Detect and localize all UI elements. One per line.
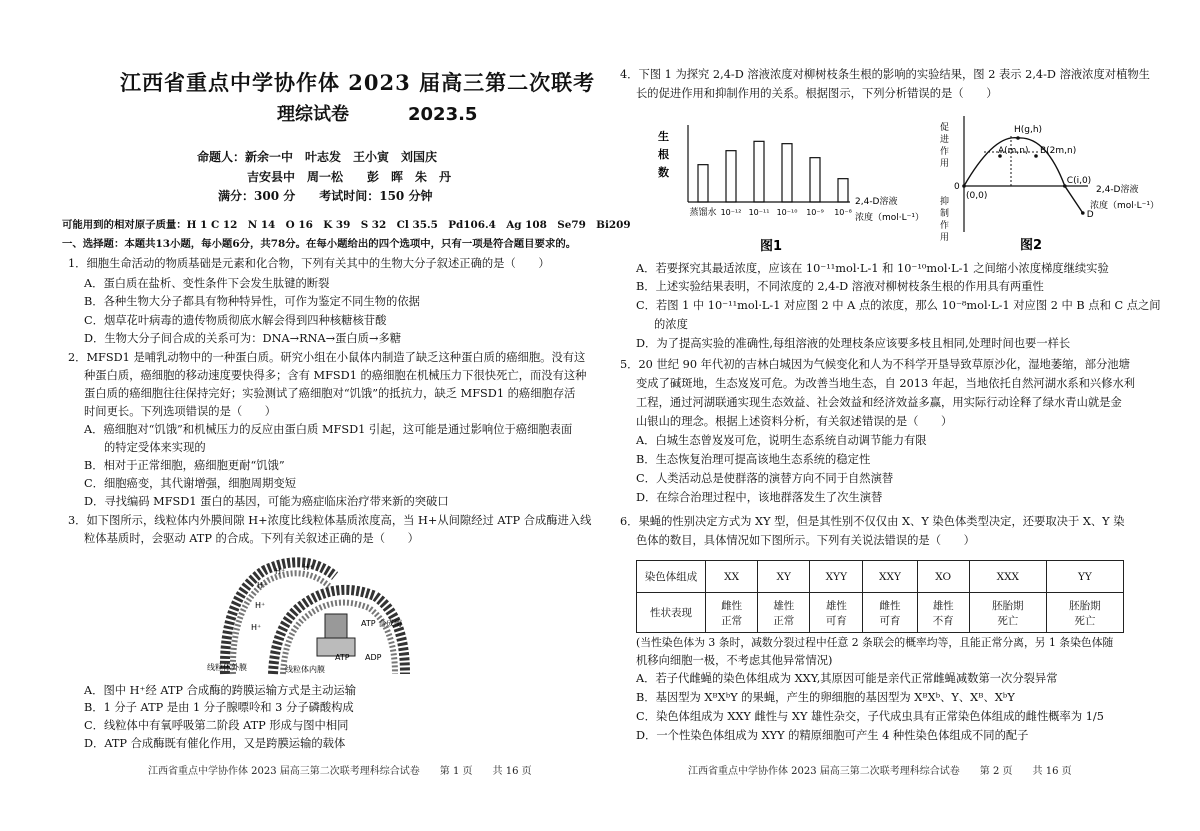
q3-line: 粒体基质时，会驱动 ATP 的合成。下列有关叙述正确的是（ ） <box>84 532 419 545</box>
x-axis-label: 2,4-D溶液 <box>855 197 898 207</box>
point-label: D <box>1086 210 1094 220</box>
figure-2-title: 图2 <box>1020 238 1043 253</box>
q2-option-a-cont: 的特定受体来实现的 <box>104 441 206 454</box>
q2-line: 种蛋白质，癌细胞的移动速度要快得多；含有 MFSD1 的癌细胞在机械压力下很快死亡，而没有这种 <box>84 369 587 382</box>
table-cell <box>758 593 810 633</box>
tick-label: 10⁻⁹ <box>806 208 824 217</box>
x-axis-unit: 浓度（mol·L⁻¹） <box>1090 201 1160 211</box>
point-label: B(2m,n) <box>1040 146 1077 156</box>
origin-label: 0 <box>954 182 960 192</box>
q5-option-a: A．白城生态曾岌岌可危，说明生态系统自动调节能力有限 <box>636 434 927 447</box>
q6-line: 6．果蝇的性别决定方式为 XY 型，但是其性别不仅仅由 X、Y 染色体类型决定，还要取决于 X、Y 染 <box>620 515 1125 528</box>
q2-option-d: D．寻找编码 MFSD1 蛋白的基因，可能为癌症临床治疗带来新的突破口 <box>84 495 449 508</box>
q5-option-c: C．人类活动总是使群落的演替方向不同于自然演替 <box>636 472 894 485</box>
tick-label: 10⁻¹² <box>720 208 742 217</box>
q2-option-c: C．细胞癌变，其代谢增强，细胞周期变短 <box>84 477 296 490</box>
point-label: (0,0) <box>966 191 988 201</box>
ylabel-2: 根 <box>658 148 669 161</box>
table-cell: XX <box>706 561 758 593</box>
q2-option-b: B．相对于正常细胞，癌细胞更耐“饥饿” <box>84 459 285 472</box>
figure-1-bar-chart <box>650 120 925 260</box>
h-ion-label: H⁺ <box>251 623 262 632</box>
table-cell <box>863 593 917 633</box>
table-cell: YY <box>1046 561 1123 593</box>
bar <box>698 165 708 202</box>
q3-option-b: B．1 分子 ATP 是由 1 分子腺嘌呤和 3 分子磷酸构成 <box>84 701 354 714</box>
q4-option-b: B．上述实验结果表明，不同浓度的 2,4-D 溶液对柳树枝条生根的作用具有两重性 <box>636 280 1044 293</box>
table-cell <box>969 593 1046 633</box>
y-bottom-label: 作 <box>940 221 950 231</box>
q5-line: 工程，通过河湖联通实现生态效益、社会效益和经济效益多赢，用实际行动诠释了绿水青山就是金 <box>636 396 1122 409</box>
authors-line2: 吉安县中 周一松 彭 晖 朱 丹 <box>247 170 452 184</box>
q4-option-a: A．若要探究其最适浓度，应该在 10⁻¹¹mol·L-1 和 10⁻¹⁰mol·L-1 之间缩小浓度梯度继续实验 <box>636 262 1109 275</box>
x-axis-unit: 浓度（mol·L⁻¹） <box>855 213 925 223</box>
footer-page-2: 江西省重点中学协作体 2023 届高三第二次联考理科综合试卷 第 2 页 共 16 页 <box>688 766 1072 777</box>
figure-1-title: 图1 <box>760 239 783 254</box>
enzyme-label: ATP 合成酶 <box>361 619 403 628</box>
y-top-label: 进 <box>940 135 950 145</box>
q5-line: 山银山的理念。根据上述资料分析，有关叙述错误的是（ ） <box>636 415 953 428</box>
q1-option-d: D．生物大分子间合成的关系可为：DNA→RNA→蛋白质→多糖 <box>84 332 402 345</box>
table-cell <box>706 593 758 633</box>
q5-option-d: D．在综合治理过程中，该地群落发生了次生演替 <box>636 491 883 504</box>
figure-2-line-chart <box>938 112 1160 262</box>
q6-option-a: A．若子代雌蝇的染色体组成为 XXY,其原因可能是亲代正常雌蝇减数第一次分裂异常 <box>636 672 1058 685</box>
trait-bottom: 死亡 <box>997 614 1019 627</box>
curve-point <box>1034 154 1038 158</box>
curve-point <box>1081 211 1085 215</box>
inner-membrane-label: 线粒体内膜 <box>285 665 325 674</box>
q3-option-d: D．ATP 合成酶既有催化作用，又是跨膜运输的载体 <box>84 737 346 750</box>
q4-option-d: D．为了提高实验的准确性,每组溶液的处理枝条应该要多枝且相同,处理时间也要一样长 <box>636 337 1071 350</box>
curve-point <box>1016 136 1020 140</box>
y-bottom-label: 抑 <box>940 197 950 207</box>
trait-top: 雌性 <box>879 599 901 612</box>
tick-label: 10⁻¹⁰ <box>776 208 798 217</box>
trait-bottom: 可育 <box>825 614 847 627</box>
outer-membrane-label: 线粒体外膜 <box>207 663 247 672</box>
point-label: H(g,h) <box>1014 125 1043 135</box>
exam-subtitle: 理综试卷 <box>277 104 349 125</box>
score-time: 满分：300 分 考试时间：150 分钟 <box>218 189 433 203</box>
trait-bottom: 正常 <box>773 614 795 627</box>
trait-top: 胚胎期 <box>1069 599 1101 612</box>
point-label: A(m,n) <box>998 146 1029 156</box>
q3-option-c: C．线粒体中有氧呼吸第二阶段 ATP 形成与图中相同 <box>84 719 349 732</box>
bar <box>838 179 848 202</box>
q4-option-c: C．若图 1 中 10⁻¹¹mol·L-1 对应图 2 中 A 点的浓度，那么 10⁻⁸mol·L-1 对应图 2 中 B 点和 C 点之间 <box>636 299 1161 312</box>
table-cell <box>810 593 863 633</box>
curve-point <box>962 184 966 188</box>
q6-option-b: B．基因型为 XᴮXᵇY 的果蝇，产生的卵细胞的基因型为 XᴮXᵇ、Y、Xᴮ、XᵇY <box>636 691 1015 704</box>
y-bottom-label: 制 <box>940 209 950 219</box>
y-bottom-label: 用 <box>940 233 950 243</box>
table-cell: XXY <box>863 561 917 593</box>
q2-option-a: A．癌细胞对“饥饿”和机械压力的反应由蛋白质 MFSD1 引起，这可能是通过影响位于癌细胞表面 <box>84 423 573 436</box>
point-label: C(i,0) <box>1066 176 1092 186</box>
h-ion-label: H⁺ <box>303 563 314 572</box>
table-cell <box>1046 593 1123 633</box>
bar <box>726 151 736 202</box>
trait-top: 雄性 <box>825 599 847 612</box>
bar <box>810 158 820 202</box>
q4-option-c-cont: 的浓度 <box>654 318 688 331</box>
trait-top: 雌性 <box>721 599 743 612</box>
trait-bottom: 死亡 <box>1074 614 1096 627</box>
q6-line: 色体的数目，具体情况如下图所示。下列有关说法错误的是（ ） <box>636 534 975 547</box>
trait-bottom: 不育 <box>932 614 954 627</box>
h-ion-label: H⁺ <box>257 581 268 590</box>
trait-bottom: 正常 <box>721 614 743 627</box>
trait-bottom: 可育 <box>879 614 901 627</box>
trait-top: 雄性 <box>773 599 795 612</box>
q4-line: 长的促进作用和抑制作用的关系。根据图示，下列分析错误的是（ ） <box>636 87 998 100</box>
q5-option-b: B．生态恢复治理可提高该地生态系统的稳定性 <box>636 453 871 466</box>
tick-label: 蒸馏水 <box>689 208 717 218</box>
x-axis-label: 2,4-D溶液 <box>1096 185 1139 195</box>
atomic-masses: 可能用到的相对原子质量：H 1 C 12 N 14 O 16 K 39 S 32 Cl 35.5 Pd106.4 Ag 108 Se79 Bi209 <box>62 219 631 231</box>
q5-line: 5．20 世纪 90 年代初的吉林白城因为气候变化和人为不科学开垦导致草原沙化，湿地萎缩，部分池塘 <box>620 358 1130 371</box>
y-top-label: 用 <box>940 159 950 169</box>
q1-option-b: B．各种生物大分子都具有物种特异性，可作为鉴定不同生物的依据 <box>84 295 420 308</box>
table-row <box>637 593 1124 633</box>
ylabel-1: 生 <box>658 130 669 143</box>
table-cell: XYY <box>810 561 863 593</box>
row-header: 性状表现 <box>637 593 706 633</box>
q6-note-cont: 机移向细胞一极，不考虑其他异常情况) <box>636 654 833 667</box>
ylabel-3: 数 <box>658 166 669 179</box>
y-top-label: 促 <box>940 123 950 133</box>
trait-top: 雄性 <box>932 599 954 612</box>
q4-line: 4．下图 1 为探究 2,4-D 溶液浓度对柳树枝条生根的影响的实验结果，图 2 表示 2,4-D 溶液浓度对植物生 <box>620 68 1150 81</box>
table-cell: XY <box>758 561 810 593</box>
chromosome-table <box>636 560 1124 633</box>
tick-label: 10⁻⁸ <box>834 208 852 217</box>
q1-stem: 1．细胞生命活动的物质基础是元素和化合物，下列有关其中的生物大分子叙述正确的是（ ） <box>68 257 550 270</box>
y-top-label: 作 <box>940 147 950 157</box>
q6-note: (当性染色体为 3 条时，减数分裂过程中任意 2 条联会的概率均等，且能正常分离，另 1 条染色体随 <box>636 636 1114 649</box>
tick-label: 10⁻¹¹ <box>748 208 770 217</box>
q2-line: 时间更长。下列选项错误的是（ ） <box>84 405 277 418</box>
q1-option-c: C．烟草花叶病毒的遗传物质彻底水解会得到四种核糖核苷酸 <box>84 314 387 327</box>
q2-line: 蛋白质的癌细胞往往保持完好；实验测试了癌细胞对“饥饿”的抵抗力，缺乏 MFSD1 的癌细胞存活 <box>84 387 576 400</box>
h-ion-label: H⁺ <box>255 601 266 610</box>
table-cell <box>917 593 969 633</box>
q3-option-a: A．图中 H⁺经 ATP 合成酶的跨膜运输方式是主动运输 <box>84 684 357 697</box>
h-ion-label: H⁺ <box>275 567 286 576</box>
q6-option-c: C．染色体组成为 XXY 雌性与 XY 雄性杂交，子代成虫具有正常染色体组成的雌性概率为 1/5 <box>636 710 1104 723</box>
exam-title: 江西省重点中学协作体 2023 届高三第二次联考 <box>120 70 596 95</box>
q5-line: 变成了碱斑地，生态岌岌可危。为改善当地生态，自 2013 年起，当地依托自然河湖水系和兴修水利 <box>636 377 1136 390</box>
table-cell: XO <box>917 561 969 593</box>
table-row <box>637 561 1124 593</box>
q3-line: 3．如下图所示，线粒体内外膜间隙 H+浓度比线粒体基质浓度高，当 H+从间隙经过 ATP 合成酶进入线 <box>68 514 592 527</box>
q1-option-a: A．蛋白质在盐析、变性条件下会发生肽键的断裂 <box>84 277 330 290</box>
trait-top: 胚胎期 <box>992 599 1024 612</box>
table-cell: XXX <box>969 561 1046 593</box>
bar <box>782 144 792 202</box>
exam-date: 2023.5 <box>408 104 478 125</box>
row-header: 染色体组成 <box>637 561 706 593</box>
adp-label: ADP <box>365 653 382 662</box>
footer-page-1: 江西省重点中学协作体 2023 届高三第二次联考理科综合试卷 第 1 页 共 16 页 <box>148 766 532 777</box>
section-heading: 一、选择题：本题共13小题，每小题6分，共78分。在每小题给出的四个选项中，只有一项是符合题目要求的。 <box>62 238 577 250</box>
bar <box>754 141 764 202</box>
atp-label: ATP <box>335 653 350 662</box>
mitochondria-membrane-figure <box>205 556 465 678</box>
q2-line: 2．MFSD1 是哺乳动物中的一种蛋白质。研究小组在小鼠体内制造了缺乏这种蛋白质的癌细胞。没有这 <box>68 351 586 364</box>
q6-option-d: D．一个性染色体组成为 XYY 的精原细胞可产生 4 种性染色体组成不同的配子 <box>636 729 1029 742</box>
authors-line1: 命题人：新余一中 叶志发 王小寅 刘国庆 <box>197 150 438 164</box>
